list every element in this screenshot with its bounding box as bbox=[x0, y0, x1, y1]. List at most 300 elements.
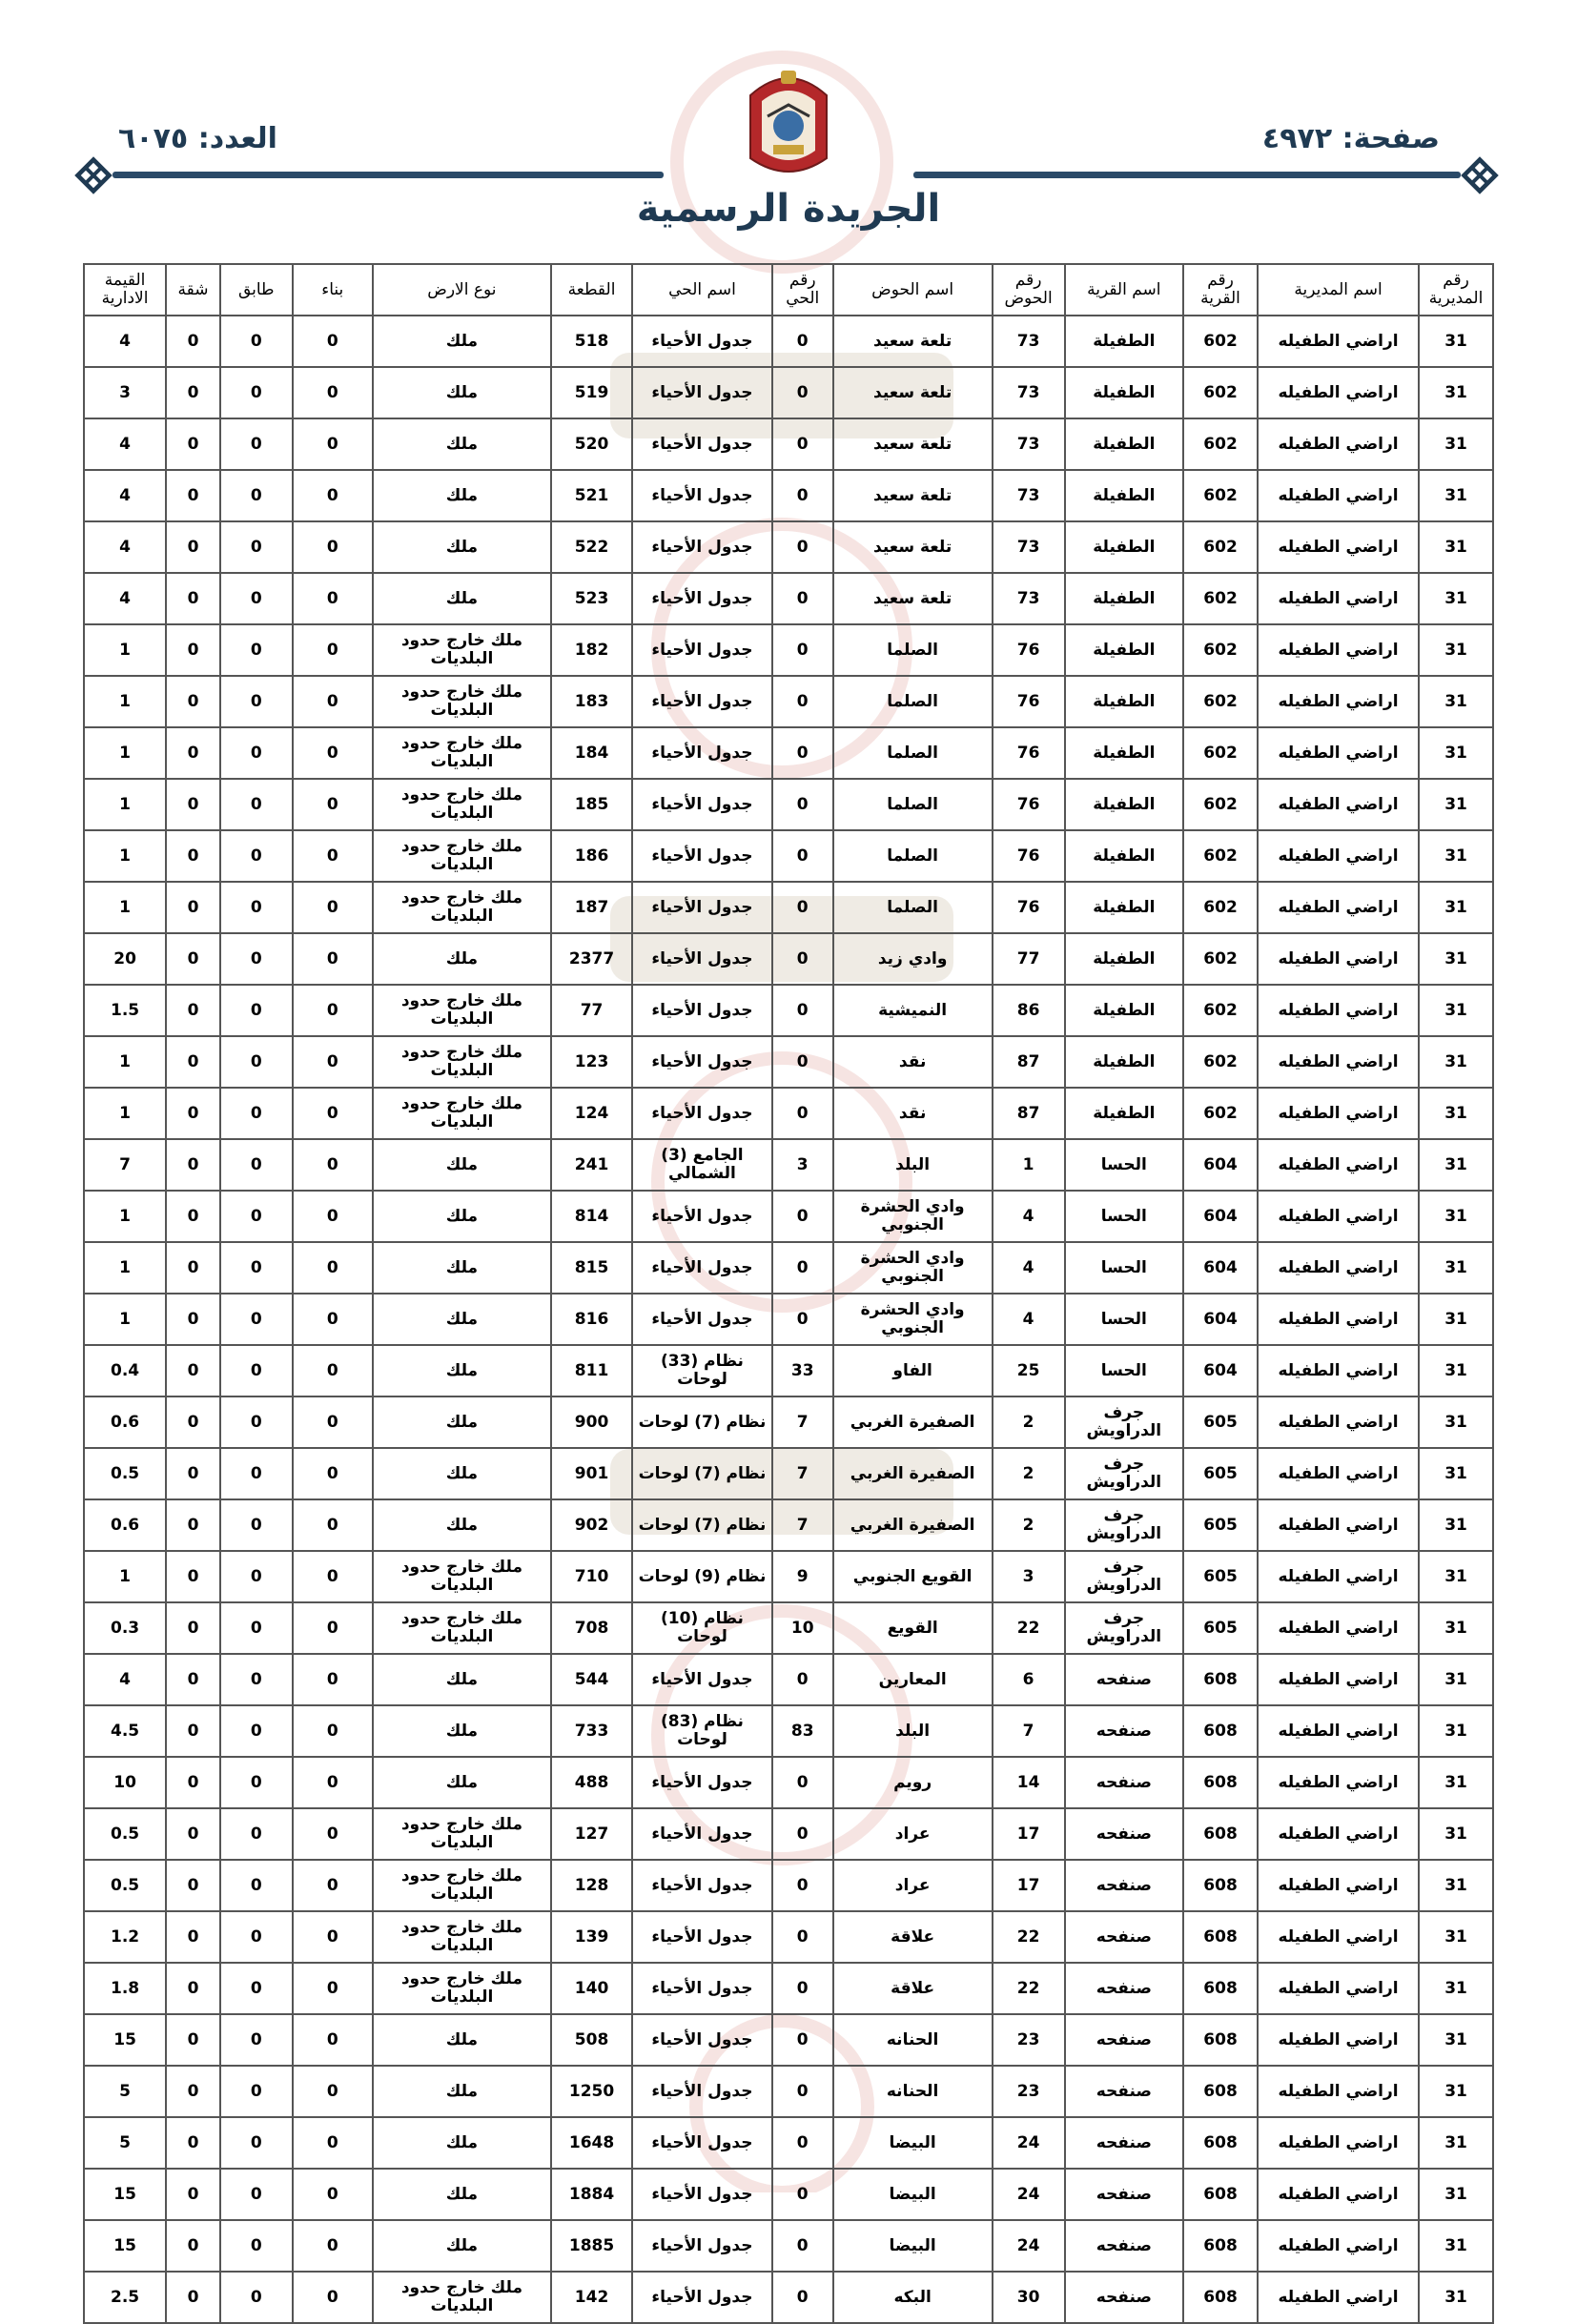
table-cell: ملك خارج حدود البلديات bbox=[373, 1808, 551, 1860]
table-cell: 23 bbox=[993, 2066, 1065, 2117]
table-cell: ملك خارج حدود البلديات bbox=[373, 1088, 551, 1139]
table-cell: ملك خارج حدود البلديات bbox=[373, 830, 551, 882]
table-cell: 605 bbox=[1183, 1499, 1258, 1551]
table-cell: ملك bbox=[373, 1345, 551, 1396]
table-cell: جدول الأحياء bbox=[632, 470, 772, 521]
table-cell: 608 bbox=[1183, 1757, 1258, 1808]
column-header: القيمة الادارية bbox=[84, 264, 166, 316]
table-cell: ملك bbox=[373, 470, 551, 521]
table-cell: 0 bbox=[166, 1705, 220, 1757]
table-cell: ملك خارج حدود البلديات bbox=[373, 779, 551, 830]
table-cell: 0 bbox=[166, 2117, 220, 2169]
table-cell: نظام (10) لوحات bbox=[632, 1602, 772, 1654]
table-cell: نقد bbox=[833, 1088, 993, 1139]
table-cell: 0 bbox=[220, 779, 293, 830]
table-cell: 0 bbox=[772, 1294, 833, 1345]
table-cell: صنفحه bbox=[1065, 2169, 1184, 2220]
table-cell: 0 bbox=[293, 1551, 373, 1602]
header-rule-right bbox=[913, 172, 1461, 178]
table-cell: 0 bbox=[166, 985, 220, 1036]
table-cell: البلد bbox=[833, 1139, 993, 1191]
table-cell: جدول الأحياء bbox=[632, 2117, 772, 2169]
table-cell: 1 bbox=[84, 882, 166, 933]
table-cell: 15 bbox=[84, 2220, 166, 2272]
table-cell: تلعة سعيد bbox=[833, 470, 993, 521]
table-cell: جدول الأحياء bbox=[632, 1963, 772, 2014]
table-cell: 0.4 bbox=[84, 1345, 166, 1396]
table-row bbox=[84, 1396, 1493, 1448]
table-row bbox=[84, 933, 1493, 985]
table-row bbox=[84, 1448, 1493, 1499]
table-row bbox=[84, 1705, 1493, 1757]
table-cell: 0 bbox=[166, 779, 220, 830]
table-row bbox=[84, 2220, 1493, 2272]
table-cell: ملك bbox=[373, 2169, 551, 2220]
table-cell: ملك خارج حدود البلديات bbox=[373, 1963, 551, 2014]
table-cell: عراد bbox=[833, 1808, 993, 1860]
table-row bbox=[84, 882, 1493, 933]
table-cell: جدول الأحياء bbox=[632, 1088, 772, 1139]
table-cell: اراضي الطفيله bbox=[1258, 573, 1419, 624]
table-cell: 31 bbox=[1419, 2066, 1493, 2117]
table-cell: 0 bbox=[166, 1963, 220, 2014]
table-cell: 608 bbox=[1183, 2117, 1258, 2169]
table-cell: 24 bbox=[993, 2220, 1065, 2272]
table-cell: 31 bbox=[1419, 624, 1493, 676]
table-cell: 184 bbox=[551, 727, 632, 779]
table-cell: 608 bbox=[1183, 1654, 1258, 1705]
table-cell: 0 bbox=[166, 2169, 220, 2220]
table-cell: وادي زيد bbox=[833, 933, 993, 985]
table-cell: 1648 bbox=[551, 2117, 632, 2169]
table-cell: صنفحه bbox=[1065, 2066, 1184, 2117]
table-cell: 0 bbox=[293, 2272, 373, 2323]
table-cell: 31 bbox=[1419, 2220, 1493, 2272]
table-cell: 185 bbox=[551, 779, 632, 830]
table-cell: 0 bbox=[166, 1654, 220, 1705]
table-row bbox=[84, 1654, 1493, 1705]
table-cell: 24 bbox=[993, 2117, 1065, 2169]
table-cell: جدول الأحياء bbox=[632, 830, 772, 882]
table-cell: ملك bbox=[373, 1757, 551, 1808]
table-cell: 2 bbox=[993, 1499, 1065, 1551]
table-cell: 0 bbox=[293, 882, 373, 933]
table-cell: 73 bbox=[993, 470, 1065, 521]
table-cell: 814 bbox=[551, 1191, 632, 1242]
table-cell: اراضي الطفيله bbox=[1258, 316, 1419, 367]
table-cell: 608 bbox=[1183, 2272, 1258, 2323]
table-cell: 31 bbox=[1419, 1036, 1493, 1088]
column-header: اسم الحوض bbox=[833, 264, 993, 316]
table-cell: اراضي الطفيله bbox=[1258, 2272, 1419, 2323]
table-cell: 7 bbox=[772, 1499, 833, 1551]
table-cell: 0 bbox=[293, 1654, 373, 1705]
table-cell: اراضي الطفيله bbox=[1258, 1499, 1419, 1551]
table-cell: 73 bbox=[993, 418, 1065, 470]
table-cell: 0 bbox=[772, 2014, 833, 2066]
column-header: رقم الحي bbox=[772, 264, 833, 316]
table-cell: 0 bbox=[220, 985, 293, 1036]
table-cell: نظام (83) لوحات bbox=[632, 1705, 772, 1757]
table-cell: 816 bbox=[551, 1294, 632, 1345]
table-cell: الطفيلة bbox=[1065, 573, 1184, 624]
table-cell: 22 bbox=[993, 1911, 1065, 1963]
table-cell: جرف الدراويش bbox=[1065, 1448, 1184, 1499]
table-cell: صنفحه bbox=[1065, 2117, 1184, 2169]
table-cell: جدول الأحياء bbox=[632, 933, 772, 985]
table-cell: جدول الأحياء bbox=[632, 624, 772, 676]
table-cell: 0 bbox=[293, 1396, 373, 1448]
table-cell: 86 bbox=[993, 985, 1065, 1036]
table-cell: ملك bbox=[373, 1499, 551, 1551]
table-cell: اراضي الطفيله bbox=[1258, 1911, 1419, 1963]
table-cell: جدول الأحياء bbox=[632, 2220, 772, 2272]
table-cell: 0 bbox=[293, 1448, 373, 1499]
table-cell: 0.3 bbox=[84, 1602, 166, 1654]
table-cell: جدول الأحياء bbox=[632, 1911, 772, 1963]
table-cell: 30 bbox=[993, 2272, 1065, 2323]
table-cell: 0 bbox=[293, 1963, 373, 2014]
table-cell: 523 bbox=[551, 573, 632, 624]
table-cell: 0 bbox=[166, 1448, 220, 1499]
table-cell: جدول الأحياء bbox=[632, 1036, 772, 1088]
table-cell: 602 bbox=[1183, 727, 1258, 779]
table-cell: 0 bbox=[293, 367, 373, 418]
column-header: رقم الحوض bbox=[993, 264, 1065, 316]
table-cell: 1 bbox=[84, 624, 166, 676]
table-cell: 31 bbox=[1419, 985, 1493, 1036]
table-cell: 31 bbox=[1419, 727, 1493, 779]
table-cell: عراد bbox=[833, 1860, 993, 1911]
table-cell: 0 bbox=[220, 1191, 293, 1242]
table-cell: 0 bbox=[772, 2117, 833, 2169]
table-cell: 608 bbox=[1183, 1963, 1258, 2014]
table-cell: 602 bbox=[1183, 367, 1258, 418]
table-row bbox=[84, 418, 1493, 470]
table-row bbox=[84, 1808, 1493, 1860]
table-cell: 518 bbox=[551, 316, 632, 367]
table-cell: 0 bbox=[220, 1551, 293, 1602]
table-cell: 602 bbox=[1183, 933, 1258, 985]
table-cell: 522 bbox=[551, 521, 632, 573]
table-cell: 241 bbox=[551, 1139, 632, 1191]
table-cell: 31 bbox=[1419, 882, 1493, 933]
table-cell: 605 bbox=[1183, 1602, 1258, 1654]
table-cell: جرف الدراويش bbox=[1065, 1396, 1184, 1448]
table-row bbox=[84, 2117, 1493, 2169]
table-cell: 77 bbox=[551, 985, 632, 1036]
table-cell: 83 bbox=[772, 1705, 833, 1757]
table-cell: 140 bbox=[551, 1963, 632, 2014]
table-cell: 0 bbox=[293, 1036, 373, 1088]
table-cell: الطفيلة bbox=[1065, 985, 1184, 1036]
table-cell: ملك خارج حدود البلديات bbox=[373, 676, 551, 727]
table-cell: ملك bbox=[373, 1191, 551, 1242]
table-cell: 0 bbox=[166, 727, 220, 779]
table-cell: 76 bbox=[993, 830, 1065, 882]
table-cell: 76 bbox=[993, 676, 1065, 727]
table-cell: الصلما bbox=[833, 727, 993, 779]
table-row bbox=[84, 2066, 1493, 2117]
table-cell: 708 bbox=[551, 1602, 632, 1654]
table-row bbox=[84, 1499, 1493, 1551]
table-cell: 1 bbox=[84, 1242, 166, 1294]
table-cell: اراضي الطفيله bbox=[1258, 1036, 1419, 1088]
table-row bbox=[84, 470, 1493, 521]
table-cell: 0 bbox=[293, 1602, 373, 1654]
table-row bbox=[84, 1294, 1493, 1345]
table-cell: جدول الأحياء bbox=[632, 1191, 772, 1242]
table-cell: 31 bbox=[1419, 573, 1493, 624]
table-cell: 0 bbox=[293, 1088, 373, 1139]
table-cell: 0 bbox=[293, 470, 373, 521]
table-cell: 0 bbox=[220, 418, 293, 470]
table-cell: الطفيلة bbox=[1065, 676, 1184, 727]
table-cell: 1.8 bbox=[84, 1963, 166, 2014]
column-header: بناء bbox=[293, 264, 373, 316]
table-cell: 0 bbox=[166, 2220, 220, 2272]
table-cell: 73 bbox=[993, 367, 1065, 418]
table-cell: 608 bbox=[1183, 2220, 1258, 2272]
table-cell: 76 bbox=[993, 882, 1065, 933]
table-cell: 0 bbox=[772, 1860, 833, 1911]
table-cell: 1 bbox=[84, 1191, 166, 1242]
table-cell: اراضي الطفيله bbox=[1258, 1448, 1419, 1499]
table-cell: 0 bbox=[220, 573, 293, 624]
table-cell: 142 bbox=[551, 2272, 632, 2323]
table-cell: 124 bbox=[551, 1088, 632, 1139]
table-cell: ملك bbox=[373, 2066, 551, 2117]
table-cell: ملك خارج حدود البلديات bbox=[373, 2272, 551, 2323]
table-row bbox=[84, 1551, 1493, 1602]
table-cell: القويع bbox=[833, 1602, 993, 1654]
table-cell: 811 bbox=[551, 1345, 632, 1396]
table-cell: 31 bbox=[1419, 830, 1493, 882]
table-cell: البلد bbox=[833, 1705, 993, 1757]
table-cell: 0 bbox=[220, 1294, 293, 1345]
table-cell: ملك bbox=[373, 2117, 551, 2169]
table-cell: اراضي الطفيله bbox=[1258, 1654, 1419, 1705]
table-cell: 0 bbox=[166, 1191, 220, 1242]
table-cell: 1 bbox=[84, 1551, 166, 1602]
table-cell: 0 bbox=[772, 367, 833, 418]
table-cell: 1 bbox=[84, 676, 166, 727]
table-cell: 0 bbox=[293, 624, 373, 676]
table-cell: اراضي الطفيله bbox=[1258, 1808, 1419, 1860]
table-cell: 0 bbox=[220, 727, 293, 779]
table-cell: اراضي الطفيله bbox=[1258, 1191, 1419, 1242]
table-cell: 20 bbox=[84, 933, 166, 985]
table-cell: 0 bbox=[220, 1602, 293, 1654]
table-cell: 0 bbox=[166, 2014, 220, 2066]
table-cell: 0 bbox=[293, 1345, 373, 1396]
table-cell: النميشية bbox=[833, 985, 993, 1036]
table-cell: 31 bbox=[1419, 521, 1493, 573]
table-cell: 0 bbox=[220, 470, 293, 521]
table-cell: الصلما bbox=[833, 624, 993, 676]
table-cell: 0 bbox=[293, 933, 373, 985]
table-cell: الصفيرة الغربي bbox=[833, 1396, 993, 1448]
issue-number: العدد: ٦٠٧٥ bbox=[118, 122, 277, 155]
table-cell: 0 bbox=[220, 624, 293, 676]
table-cell: ملك خارج حدود البلديات bbox=[373, 882, 551, 933]
table-cell: جدول الأحياء bbox=[632, 573, 772, 624]
table-cell: الحسا bbox=[1065, 1294, 1184, 1345]
header-rule-left bbox=[113, 172, 664, 178]
table-cell: 544 bbox=[551, 1654, 632, 1705]
table-cell: 0 bbox=[166, 830, 220, 882]
table-cell: 0 bbox=[293, 727, 373, 779]
table-cell: 1 bbox=[993, 1139, 1065, 1191]
table-cell: 1250 bbox=[551, 2066, 632, 2117]
table-cell: ملك bbox=[373, 1242, 551, 1294]
table-cell: 2.5 bbox=[84, 2272, 166, 2323]
table-cell: اراضي الطفيله bbox=[1258, 1088, 1419, 1139]
table-cell: اراضي الطفيله bbox=[1258, 418, 1419, 470]
table-cell: 0 bbox=[220, 1705, 293, 1757]
table-cell: 0 bbox=[293, 1860, 373, 1911]
table-cell: اراضي الطفيله bbox=[1258, 1551, 1419, 1602]
table-cell: اراضي الطفيله bbox=[1258, 933, 1419, 985]
table-cell: 0 bbox=[166, 1242, 220, 1294]
table-cell: ملك bbox=[373, 521, 551, 573]
table-cell: اراضي الطفيله bbox=[1258, 1242, 1419, 1294]
table-cell: 519 bbox=[551, 367, 632, 418]
table-cell: 31 bbox=[1419, 1808, 1493, 1860]
table-cell: 0 bbox=[293, 676, 373, 727]
table-cell: صنفحه bbox=[1065, 1860, 1184, 1911]
table-cell: 0 bbox=[293, 1757, 373, 1808]
table-cell: جدول الأحياء bbox=[632, 1757, 772, 1808]
table-cell: الصفيرة الغربي bbox=[833, 1499, 993, 1551]
table-cell: 31 bbox=[1419, 367, 1493, 418]
table-cell: اراضي الطفيله bbox=[1258, 521, 1419, 573]
table-cell: 608 bbox=[1183, 1911, 1258, 1963]
table-cell: الطفيلة bbox=[1065, 1088, 1184, 1139]
table-cell: 87 bbox=[993, 1036, 1065, 1088]
table-cell: 815 bbox=[551, 1242, 632, 1294]
table-cell: اراضي الطفيله bbox=[1258, 367, 1419, 418]
table-cell: 605 bbox=[1183, 1396, 1258, 1448]
table-cell: 0 bbox=[772, 573, 833, 624]
table-cell: 15 bbox=[84, 2014, 166, 2066]
table-cell: 602 bbox=[1183, 985, 1258, 1036]
table-cell: 9 bbox=[772, 1551, 833, 1602]
table-cell: 4 bbox=[84, 573, 166, 624]
table-row bbox=[84, 727, 1493, 779]
table-cell: 0 bbox=[772, 1191, 833, 1242]
table-row bbox=[84, 1757, 1493, 1808]
table-cell: البيضا bbox=[833, 2117, 993, 2169]
table-cell: الصلما bbox=[833, 882, 993, 933]
table-cell: 15 bbox=[84, 2169, 166, 2220]
table-cell: اراضي الطفيله bbox=[1258, 1139, 1419, 1191]
table-cell: تلعة سعيد bbox=[833, 418, 993, 470]
table-cell: 608 bbox=[1183, 2066, 1258, 2117]
table-cell: 602 bbox=[1183, 316, 1258, 367]
table-cell: المعارين bbox=[833, 1654, 993, 1705]
table-cell: 1885 bbox=[551, 2220, 632, 2272]
table-cell: 521 bbox=[551, 470, 632, 521]
table-cell: 31 bbox=[1419, 1294, 1493, 1345]
table-cell: 0 bbox=[293, 1294, 373, 1345]
table-cell: 31 bbox=[1419, 2117, 1493, 2169]
table-cell: البيضا bbox=[833, 2169, 993, 2220]
table-cell: 76 bbox=[993, 727, 1065, 779]
table-cell: 10 bbox=[84, 1757, 166, 1808]
table-cell: 604 bbox=[1183, 1242, 1258, 1294]
table-cell: 2 bbox=[993, 1448, 1065, 1499]
table-cell: 0 bbox=[166, 1551, 220, 1602]
table-cell: جرف الدراويش bbox=[1065, 1551, 1184, 1602]
table-cell: 0 bbox=[166, 1294, 220, 1345]
table-cell: ملك خارج حدود البلديات bbox=[373, 1911, 551, 1963]
table-cell: 0 bbox=[220, 1139, 293, 1191]
table-cell: 0 bbox=[220, 1808, 293, 1860]
table-cell: 7 bbox=[772, 1396, 833, 1448]
table-cell: 31 bbox=[1419, 1242, 1493, 1294]
table-cell: 0 bbox=[220, 316, 293, 367]
table-cell: 31 bbox=[1419, 1448, 1493, 1499]
table-cell: 0 bbox=[293, 573, 373, 624]
table-cell: 608 bbox=[1183, 1860, 1258, 1911]
table-cell: 0 bbox=[220, 1345, 293, 1396]
table-cell: 0 bbox=[772, 2220, 833, 2272]
table-cell: 128 bbox=[551, 1860, 632, 1911]
table-row bbox=[84, 676, 1493, 727]
table-cell: اراضي الطفيله bbox=[1258, 1860, 1419, 1911]
table-cell: 0 bbox=[220, 933, 293, 985]
table-cell: 0 bbox=[293, 2220, 373, 2272]
table-cell: ملك خارج حدود البلديات bbox=[373, 1036, 551, 1088]
table-cell: ملك bbox=[373, 1448, 551, 1499]
table-cell: رويم bbox=[833, 1757, 993, 1808]
column-header: اسم القرية bbox=[1065, 264, 1184, 316]
table-cell: جدول الأحياء bbox=[632, 2066, 772, 2117]
table-cell: نظام (33) لوحات bbox=[632, 1345, 772, 1396]
table-cell: اراضي الطفيله bbox=[1258, 1345, 1419, 1396]
table-cell: اراضي الطفيله bbox=[1258, 779, 1419, 830]
table-cell: الحسا bbox=[1065, 1139, 1184, 1191]
table-cell: 0 bbox=[772, 779, 833, 830]
table-cell: 17 bbox=[993, 1860, 1065, 1911]
table-cell: الطفيلة bbox=[1065, 933, 1184, 985]
table-cell: 33 bbox=[772, 1345, 833, 1396]
table-row bbox=[84, 1602, 1493, 1654]
table-cell: 0 bbox=[293, 316, 373, 367]
table-cell: 900 bbox=[551, 1396, 632, 1448]
table-cell: 488 bbox=[551, 1757, 632, 1808]
table-cell: ملك bbox=[373, 1654, 551, 1705]
table-cell: 6 bbox=[993, 1654, 1065, 1705]
table-cell: 3 bbox=[993, 1551, 1065, 1602]
table-cell: القويع الجنوبي bbox=[833, 1551, 993, 1602]
table-cell: 0 bbox=[293, 2066, 373, 2117]
table-cell: الطفيلة bbox=[1065, 316, 1184, 367]
table-cell: 0 bbox=[220, 1036, 293, 1088]
column-header: اسم المديرية bbox=[1258, 264, 1419, 316]
table-cell: 1 bbox=[84, 727, 166, 779]
table-cell: ملك bbox=[373, 933, 551, 985]
table-cell: 0 bbox=[772, 933, 833, 985]
table-cell: الفاو bbox=[833, 1345, 993, 1396]
table-cell: ملك bbox=[373, 316, 551, 367]
table-cell: تلعة سعيد bbox=[833, 521, 993, 573]
table-cell: 602 bbox=[1183, 882, 1258, 933]
table-cell: اراضي الطفيله bbox=[1258, 1757, 1419, 1808]
table-cell: جدول الأحياء bbox=[632, 1294, 772, 1345]
table-cell: 123 bbox=[551, 1036, 632, 1088]
